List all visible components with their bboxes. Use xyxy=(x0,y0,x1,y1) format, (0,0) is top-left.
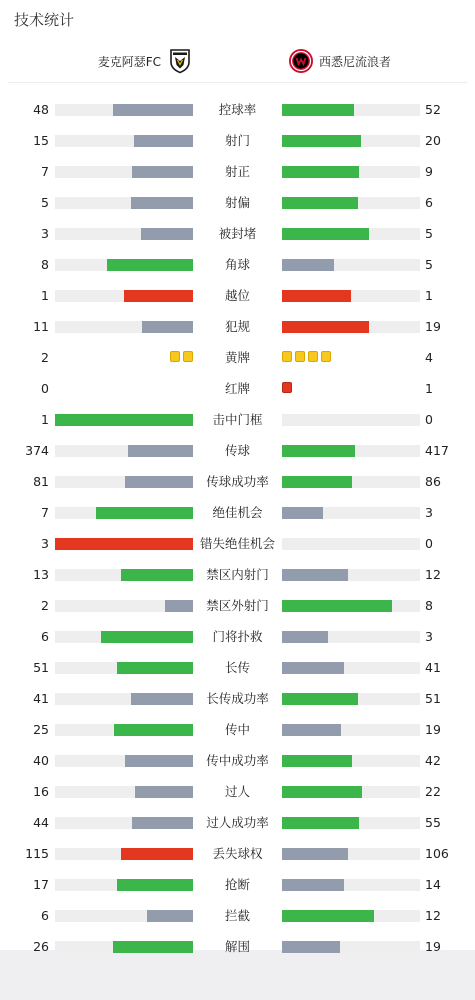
home-bar-fill xyxy=(114,724,193,736)
home-cards xyxy=(170,351,193,364)
stat-label: 越位 xyxy=(224,288,250,303)
yellow-card-icon xyxy=(170,351,180,362)
away-bar-fill xyxy=(282,569,348,581)
home-bar-track xyxy=(55,662,193,674)
stat-label: 红牌 xyxy=(224,381,250,396)
stat-row xyxy=(0,652,475,683)
home-stat-value: 2 xyxy=(41,598,49,613)
yellow-card-icon xyxy=(321,351,331,362)
away-stat-value: 8 xyxy=(425,598,433,613)
home-bar-fill xyxy=(147,910,193,922)
stat-label: 黄牌 xyxy=(224,350,250,365)
home-stat-value: 15 xyxy=(33,133,49,148)
away-bar-track xyxy=(282,104,420,116)
home-bar-fill xyxy=(165,600,193,612)
home-stat-value: 7 xyxy=(41,505,49,520)
stat-row xyxy=(0,497,475,528)
home-bar-fill xyxy=(101,631,193,643)
away-team-name: 西悉尼流浪者 xyxy=(319,54,392,69)
away-bar-fill xyxy=(282,104,354,116)
away-bar-track xyxy=(282,445,420,457)
home-stat-value: 7 xyxy=(41,164,49,179)
home-bar-fill xyxy=(132,166,193,178)
away-bar-track xyxy=(282,321,420,333)
away-bar-fill xyxy=(282,631,328,643)
away-bar-track xyxy=(282,569,420,581)
away-bar-track xyxy=(282,507,420,519)
home-bar-track xyxy=(55,166,193,178)
away-stat-value: 12 xyxy=(425,567,441,582)
away-cards xyxy=(282,351,331,364)
home-bar-track xyxy=(55,259,193,271)
stat-row xyxy=(0,280,475,311)
stat-label: 长传 xyxy=(224,660,250,675)
stat-row xyxy=(0,528,475,559)
away-stat-value: 14 xyxy=(425,877,441,892)
home-bar-fill xyxy=(125,755,193,767)
home-stat-value: 44 xyxy=(33,815,49,830)
away-stat-value: 51 xyxy=(425,691,441,706)
away-stat-value: 1 xyxy=(425,288,433,303)
home-stat-value: 5 xyxy=(41,195,49,210)
stat-label: 禁区内射门 xyxy=(206,567,269,582)
away-stat-value: 1 xyxy=(425,381,433,396)
away-stat-value: 20 xyxy=(425,133,441,148)
stat-label: 传球成功率 xyxy=(206,474,269,489)
stat-row xyxy=(0,807,475,838)
home-bar-fill xyxy=(124,290,193,302)
stat-row xyxy=(0,125,475,156)
home-bar-fill xyxy=(121,848,193,860)
home-bar-track xyxy=(55,879,193,891)
stat-label: 角球 xyxy=(224,257,250,272)
away-bar-fill xyxy=(282,879,344,891)
away-stat-value: 52 xyxy=(425,102,441,117)
stat-row xyxy=(0,931,475,962)
stat-row xyxy=(0,311,475,342)
home-stat-value: 17 xyxy=(33,877,49,892)
home-bar-fill xyxy=(142,321,193,333)
stat-row xyxy=(0,342,475,373)
home-bar-fill xyxy=(113,104,193,116)
home-bar-fill xyxy=(125,476,193,488)
stat-row xyxy=(0,714,475,745)
yellow-card-icon xyxy=(295,351,305,362)
away-stat-value: 55 xyxy=(425,815,441,830)
home-bar-track xyxy=(55,321,193,333)
home-stat-value: 3 xyxy=(41,226,49,241)
away-bar-track xyxy=(282,290,420,302)
away-bar-fill xyxy=(282,941,340,953)
home-bar-fill xyxy=(131,197,193,209)
home-bar-fill xyxy=(117,879,193,891)
away-bar-fill xyxy=(282,755,352,767)
away-stat-value: 41 xyxy=(425,660,441,675)
home-bar-track xyxy=(55,414,193,426)
away-stat-value: 19 xyxy=(425,939,441,954)
yellow-card-icon xyxy=(282,351,292,362)
stat-label: 击中门框 xyxy=(212,412,263,427)
stat-row xyxy=(0,218,475,249)
home-bar-fill xyxy=(128,445,193,457)
home-bar-track xyxy=(55,724,193,736)
stat-label: 控球率 xyxy=(218,102,257,117)
stat-label: 传中 xyxy=(224,722,250,737)
home-bar-track xyxy=(55,941,193,953)
away-bar-track xyxy=(282,848,420,860)
away-bar-track xyxy=(282,631,420,643)
home-bar-fill xyxy=(132,817,193,829)
stat-label: 射正 xyxy=(224,164,250,179)
home-team[interactable] xyxy=(98,48,193,74)
away-bar-track xyxy=(282,662,420,674)
away-bar-fill xyxy=(282,197,358,209)
away-bar-track xyxy=(282,817,420,829)
home-stat-value: 26 xyxy=(33,939,49,954)
stat-label: 解围 xyxy=(224,939,250,954)
stat-row xyxy=(0,776,475,807)
away-stat-value: 22 xyxy=(425,784,441,799)
away-bar-track xyxy=(282,879,420,891)
stat-row xyxy=(0,900,475,931)
home-bar-fill xyxy=(55,538,193,550)
away-bar-track xyxy=(282,538,420,550)
stat-label: 射偏 xyxy=(224,195,250,210)
away-bar-track xyxy=(282,197,420,209)
stat-row xyxy=(0,404,475,435)
home-bar-track xyxy=(55,104,193,116)
away-bar-fill xyxy=(282,259,334,271)
home-bar-track xyxy=(55,631,193,643)
home-stat-value: 115 xyxy=(25,846,49,861)
away-bar-fill xyxy=(282,693,358,705)
stat-row xyxy=(0,838,475,869)
home-team-name: 麦克阿瑟FC xyxy=(97,54,161,69)
stat-row xyxy=(0,869,475,900)
home-bar-track xyxy=(55,197,193,209)
away-team[interactable] xyxy=(288,48,391,74)
away-bar-fill xyxy=(282,135,361,147)
home-bar-fill xyxy=(117,662,193,674)
away-bar-fill xyxy=(282,321,369,333)
away-bar-fill xyxy=(282,848,348,860)
away-stat-value: 5 xyxy=(425,226,433,241)
home-stat-value: 25 xyxy=(33,722,49,737)
home-bar-track xyxy=(55,569,193,581)
away-bar-fill xyxy=(282,507,323,519)
stat-label: 传球 xyxy=(224,443,250,458)
away-team-logo-icon xyxy=(288,48,314,74)
away-bar-track xyxy=(282,693,420,705)
yellow-card-icon xyxy=(308,351,318,362)
stat-label: 丢失球权 xyxy=(212,846,263,861)
stat-label: 犯规 xyxy=(224,319,250,334)
home-stat-value: 51 xyxy=(33,660,49,675)
home-stat-value: 1 xyxy=(41,412,49,427)
stat-label: 门将扑救 xyxy=(212,629,263,644)
home-bar-fill xyxy=(131,693,193,705)
away-stat-value: 4 xyxy=(425,350,433,365)
home-stat-value: 8 xyxy=(41,257,49,272)
away-bar-track xyxy=(282,259,420,271)
home-bar-track xyxy=(55,600,193,612)
stat-row xyxy=(0,683,475,714)
away-bar-track xyxy=(282,724,420,736)
home-bar-track xyxy=(55,290,193,302)
home-bar-fill xyxy=(141,228,193,240)
stat-row xyxy=(0,621,475,652)
home-bar-track xyxy=(55,445,193,457)
away-bar-fill xyxy=(282,786,362,798)
stat-label: 传中成功率 xyxy=(206,753,269,768)
home-bar-track xyxy=(55,817,193,829)
red-card-icon xyxy=(282,382,292,393)
stat-row xyxy=(0,373,475,404)
home-bar-track xyxy=(55,910,193,922)
away-bar-fill xyxy=(282,445,355,457)
away-bar-fill xyxy=(282,600,392,612)
home-team-logo-icon xyxy=(167,48,193,74)
home-bar-track xyxy=(55,476,193,488)
stat-row xyxy=(0,435,475,466)
home-stat-value: 16 xyxy=(33,784,49,799)
stat-label: 绝佳机会 xyxy=(212,505,263,520)
away-bar-track xyxy=(282,786,420,798)
home-stat-value: 3 xyxy=(41,536,49,551)
stat-label: 过人成功率 xyxy=(206,815,269,830)
away-bar-track xyxy=(282,166,420,178)
page-title: 技术统计 xyxy=(14,11,75,29)
away-bar-fill xyxy=(282,910,374,922)
away-bar-fill xyxy=(282,228,369,240)
stat-label: 过人 xyxy=(224,784,250,799)
away-stat-value: 5 xyxy=(425,257,433,272)
away-bar-fill xyxy=(282,166,359,178)
away-stat-value: 106 xyxy=(425,846,449,861)
home-bar-track xyxy=(55,755,193,767)
away-bar-track xyxy=(282,135,420,147)
stat-row xyxy=(0,156,475,187)
away-stat-value: 3 xyxy=(425,505,433,520)
home-bar-track xyxy=(55,848,193,860)
away-stat-value: 3 xyxy=(425,629,433,644)
away-bar-track xyxy=(282,476,420,488)
home-stat-value: 41 xyxy=(33,691,49,706)
away-stat-value: 0 xyxy=(425,536,433,551)
home-stat-value: 48 xyxy=(33,102,49,117)
home-bar-track xyxy=(55,693,193,705)
away-bar-fill xyxy=(282,817,359,829)
stat-label: 错失绝佳机会 xyxy=(199,536,275,551)
away-bar-fill xyxy=(282,662,344,674)
home-stat-value: 1 xyxy=(41,288,49,303)
stat-row xyxy=(0,559,475,590)
away-stat-value: 42 xyxy=(425,753,441,768)
away-bar-fill xyxy=(282,724,341,736)
stat-label: 射门 xyxy=(224,133,250,148)
stat-row xyxy=(0,466,475,497)
home-bar-track xyxy=(55,507,193,519)
away-stat-value: 19 xyxy=(425,722,441,737)
home-bar-track xyxy=(55,538,193,550)
stat-label: 抢断 xyxy=(224,877,250,892)
away-bar-track xyxy=(282,755,420,767)
stat-label: 被封堵 xyxy=(218,226,257,241)
away-cards xyxy=(282,382,292,395)
away-stat-value: 19 xyxy=(425,319,441,334)
home-bar-track xyxy=(55,786,193,798)
home-stat-value: 2 xyxy=(41,350,49,365)
home-bar-fill xyxy=(96,507,193,519)
home-stat-value: 81 xyxy=(33,474,49,489)
away-bar-track xyxy=(282,910,420,922)
home-bar-fill xyxy=(135,786,193,798)
home-stat-value: 6 xyxy=(41,908,49,923)
home-bar-fill xyxy=(121,569,193,581)
home-bar-fill xyxy=(107,259,193,271)
stat-label: 拦截 xyxy=(224,908,250,923)
home-stat-value: 13 xyxy=(33,567,49,582)
stat-row xyxy=(0,590,475,621)
stat-row xyxy=(0,187,475,218)
away-stat-value: 417 xyxy=(425,443,449,458)
away-stat-value: 12 xyxy=(425,908,441,923)
away-stat-value: 0 xyxy=(425,412,433,427)
away-stat-value: 86 xyxy=(425,474,441,489)
teams-header xyxy=(8,40,467,83)
home-bar-fill xyxy=(113,941,193,953)
stat-row xyxy=(0,745,475,776)
home-bar-fill xyxy=(55,414,193,426)
home-stat-value: 11 xyxy=(33,319,49,334)
away-bar-track xyxy=(282,941,420,953)
home-stat-value: 6 xyxy=(41,629,49,644)
away-stat-value: 9 xyxy=(425,164,433,179)
home-bar-track xyxy=(55,228,193,240)
yellow-card-icon xyxy=(183,351,193,362)
home-stat-value: 374 xyxy=(25,443,49,458)
away-bar-fill xyxy=(282,476,352,488)
stat-label: 禁区外射门 xyxy=(206,598,269,613)
away-bar-track xyxy=(282,600,420,612)
home-bar-fill xyxy=(134,135,193,147)
away-bar-fill xyxy=(282,290,351,302)
home-bar-track xyxy=(55,135,193,147)
stat-row xyxy=(0,249,475,280)
home-stat-value: 40 xyxy=(33,753,49,768)
stat-row xyxy=(0,94,475,125)
home-stat-value: 0 xyxy=(41,381,49,396)
stat-label: 长传成功率 xyxy=(206,691,269,706)
away-bar-track xyxy=(282,414,420,426)
away-bar-track xyxy=(282,228,420,240)
away-stat-value: 6 xyxy=(425,195,433,210)
stats-list xyxy=(0,94,475,962)
